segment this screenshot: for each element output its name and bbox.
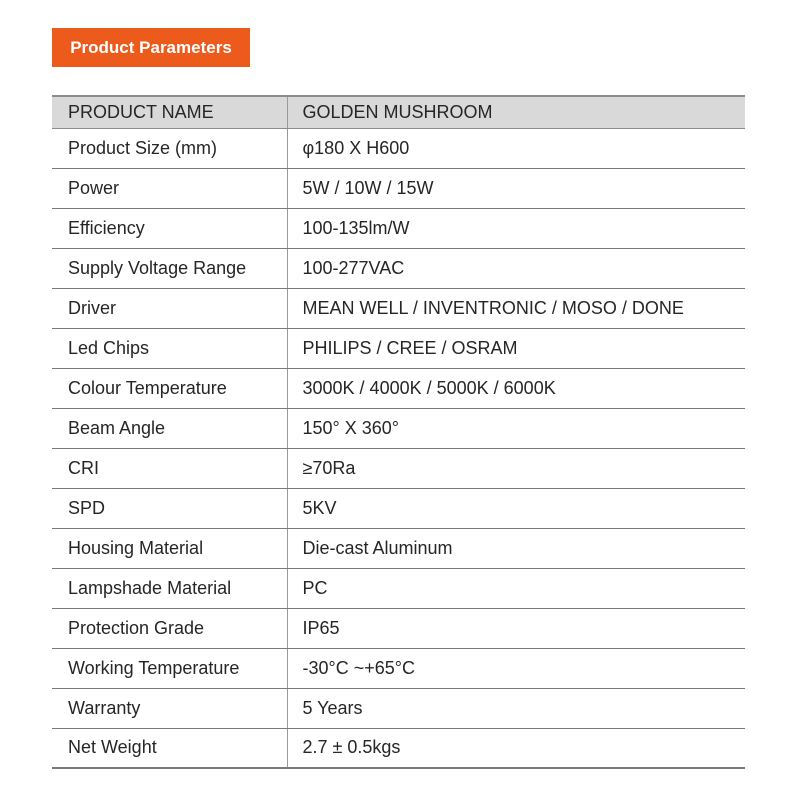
param-name: Net Weight	[52, 728, 287, 768]
table-row	[52, 248, 745, 288]
product-parameters-table	[52, 95, 745, 769]
param-value: ≥70Ra	[287, 448, 745, 488]
table-row	[52, 168, 745, 208]
param-value: 5 Years	[287, 688, 745, 728]
table-row	[52, 728, 745, 768]
table-row	[52, 448, 745, 488]
param-value: 100-135lm/W	[287, 208, 745, 248]
param-value: PHILIPS / CREE / OSRAM	[287, 328, 745, 368]
param-value: φ180 X H600	[287, 128, 745, 168]
param-value: 150° X 360°	[287, 408, 745, 448]
table-row	[52, 528, 745, 568]
table-body	[52, 96, 745, 768]
section-title-badge: Product Parameters	[52, 28, 250, 67]
param-name: Lampshade Material	[52, 568, 287, 608]
param-name: Efficiency	[52, 208, 287, 248]
param-name: Working Temperature	[52, 648, 287, 688]
table-row	[52, 208, 745, 248]
table-row	[52, 288, 745, 328]
param-value: Die-cast Aluminum	[287, 528, 745, 568]
param-value: IP65	[287, 608, 745, 648]
table-row	[52, 408, 745, 448]
param-name: SPD	[52, 488, 287, 528]
param-value: 3000K / 4000K / 5000K / 6000K	[287, 368, 745, 408]
param-name: Beam Angle	[52, 408, 287, 448]
table-row	[52, 648, 745, 688]
table-row	[52, 368, 745, 408]
table-row	[52, 608, 745, 648]
param-name: Protection Grade	[52, 608, 287, 648]
param-value: 5KV	[287, 488, 745, 528]
param-value: MEAN WELL / INVENTRONIC / MOSO / DONE	[287, 288, 745, 328]
param-name: Power	[52, 168, 287, 208]
table-row	[52, 128, 745, 168]
param-value: PC	[287, 568, 745, 608]
header-value-cell: GOLDEN MUSHROOM	[287, 96, 745, 128]
header-name-cell: PRODUCT NAME	[52, 96, 287, 128]
param-name: Warranty	[52, 688, 287, 728]
param-name: Product Size (mm)	[52, 128, 287, 168]
param-value: -30°C ~+65°C	[287, 648, 745, 688]
param-name: Led Chips	[52, 328, 287, 368]
param-value: 5W / 10W / 15W	[287, 168, 745, 208]
param-name: Colour Temperature	[52, 368, 287, 408]
param-name: Supply Voltage Range	[52, 248, 287, 288]
table-row	[52, 328, 745, 368]
param-name: CRI	[52, 448, 287, 488]
table-row	[52, 688, 745, 728]
table-header-row	[52, 96, 745, 128]
param-name: Driver	[52, 288, 287, 328]
param-name: Housing Material	[52, 528, 287, 568]
table-row	[52, 488, 745, 528]
param-value: 100-277VAC	[287, 248, 745, 288]
table-row	[52, 568, 745, 608]
param-value: 2.7 ± 0.5kgs	[287, 728, 745, 768]
